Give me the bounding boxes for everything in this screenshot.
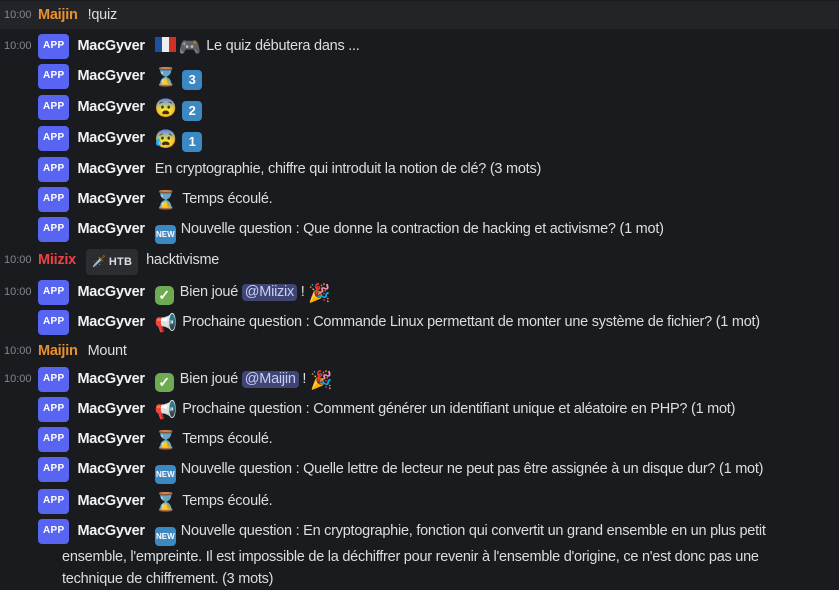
message-row xyxy=(0,34,839,59)
new-button-icon: NEW xyxy=(155,465,176,484)
app-badge: APP xyxy=(38,95,69,120)
author-name[interactable]: MacGyver xyxy=(77,461,145,477)
app-badge: APP xyxy=(38,310,69,335)
author-name[interactable]: Maijin xyxy=(38,343,78,359)
party-popper-icon: 🎉 xyxy=(309,370,333,390)
author-name[interactable]: MacGyver xyxy=(77,191,145,207)
flag-stripe xyxy=(155,37,162,52)
timestamp: 10:00 xyxy=(4,345,32,357)
message-text: Bien joué xyxy=(179,284,242,300)
timestamp: 10:00 xyxy=(4,373,32,385)
author-name[interactable]: Maijin xyxy=(38,7,78,23)
message-row xyxy=(0,519,839,590)
message-row xyxy=(0,310,839,335)
message-row xyxy=(0,1,839,29)
app-badge: APP xyxy=(38,34,69,59)
loudspeaker-icon: 📢 xyxy=(154,313,178,333)
author-name[interactable]: MacGyver xyxy=(77,371,145,387)
author-name[interactable]: MacGyver xyxy=(77,161,145,177)
app-badge: APP xyxy=(38,126,69,151)
message-row xyxy=(0,280,839,305)
flag-stripe xyxy=(162,37,169,52)
loudspeaker-icon: 📢 xyxy=(154,400,178,420)
message-row xyxy=(0,95,839,121)
author-name[interactable]: MacGyver xyxy=(77,38,145,54)
message-text: Bien joué xyxy=(179,371,242,387)
message-text: ! xyxy=(298,371,310,387)
htb-role-badge xyxy=(86,249,138,275)
app-badge: APP xyxy=(38,457,69,482)
app-badge: APP xyxy=(38,64,69,89)
user-mention[interactable]: @Maijin xyxy=(242,371,299,388)
author-name[interactable]: MacGyver xyxy=(77,284,145,300)
fearful-face-icon: 😨 xyxy=(154,98,178,118)
author-name[interactable]: MacGyver xyxy=(77,431,145,447)
message-row xyxy=(0,457,839,484)
author-name[interactable]: MacGyver xyxy=(77,130,145,146)
hourglass-icon: ⌛ xyxy=(154,430,178,450)
chat-log[interactable] xyxy=(0,1,839,590)
author-name[interactable]: Miizix xyxy=(38,252,76,268)
message-text: Prochaine question : Commande Linux permettant de monter une système de fichier? (1 mot) xyxy=(182,314,760,330)
message-row xyxy=(0,157,839,182)
message-text: Nouvelle question : Que donne la contraction de hacking et activisme? (1 mot) xyxy=(180,221,664,237)
hourglass-icon: ⌛ xyxy=(154,492,178,512)
app-badge: APP xyxy=(38,217,69,242)
message-text: Nouvelle question : En cryptographie, fonction qui convertit un grand ensemble en un plus petit ensemble, l'empreinte. Il est impossible de la déchiffrer pour revenir à l'ensemble d'origine, ce n'est donc pas une technique de chiffrement. (3 mots) xyxy=(62,523,766,587)
message-text: Temps écoulé. xyxy=(182,191,273,207)
message-row xyxy=(0,64,839,90)
timestamp: 10:00 xyxy=(4,254,32,266)
message-text: hacktivisme xyxy=(146,252,220,268)
message-text: Prochaine question : Comment générer un identifiant unique et aléatoire en PHP? (1 mot) xyxy=(182,401,736,417)
message-text: En cryptographie, chiffre qui introduit la notion de clé? (3 mots) xyxy=(154,161,542,177)
keycap-1-icon: 1 xyxy=(182,132,202,152)
message-row xyxy=(0,367,839,392)
app-badge: APP xyxy=(38,397,69,422)
htb-badge-label: HTB xyxy=(108,256,133,268)
timestamp: 10:00 xyxy=(4,40,32,52)
party-popper-icon: 🎉 xyxy=(308,283,331,303)
message-row xyxy=(0,489,839,514)
app-badge: APP xyxy=(38,489,69,514)
hourglass-icon: ⌛ xyxy=(154,67,178,87)
timestamp: 10:00 xyxy=(4,286,32,298)
author-name[interactable]: MacGyver xyxy=(77,493,145,509)
check-mark-icon: ✓ xyxy=(155,286,174,305)
sword-icon: 🗡️ xyxy=(91,256,106,268)
message-text: Nouvelle question : Quelle lettre de lecteur ne peut pas être assignée à un disque dur? (1 mot) xyxy=(180,461,764,477)
message-row xyxy=(0,397,839,422)
message-text: !quiz xyxy=(87,7,117,23)
message-text: ! xyxy=(297,284,309,300)
app-badge: APP xyxy=(38,367,69,392)
app-badge: APP xyxy=(38,280,69,305)
author-name[interactable]: MacGyver xyxy=(77,99,145,115)
game-controller-icon: 🎮 xyxy=(178,37,202,57)
new-button-icon: NEW xyxy=(155,225,176,244)
app-badge: APP xyxy=(38,427,69,452)
message-text: Le quiz débutera dans ... xyxy=(206,38,360,54)
message-row xyxy=(0,249,839,275)
hourglass-icon: ⌛ xyxy=(154,190,178,210)
message-text: Mount xyxy=(87,343,127,359)
france-flag-icon xyxy=(155,37,176,52)
flag-stripe xyxy=(169,37,176,52)
check-mark-icon: ✓ xyxy=(155,373,174,392)
app-badge: APP xyxy=(38,157,69,182)
message-row xyxy=(0,427,839,452)
author-name[interactable]: MacGyver xyxy=(77,221,145,237)
message-row xyxy=(0,340,839,362)
message-row xyxy=(0,187,839,212)
user-mention[interactable]: @Miizix xyxy=(242,284,297,301)
app-badge: APP xyxy=(38,519,69,544)
message-row xyxy=(0,217,839,244)
author-name[interactable]: MacGyver xyxy=(77,401,145,417)
message-text: Temps écoulé. xyxy=(182,431,273,447)
message-text: Temps écoulé. xyxy=(182,493,273,509)
app-badge: APP xyxy=(38,187,69,212)
author-name[interactable]: MacGyver xyxy=(77,314,145,330)
new-button-icon: NEW xyxy=(155,527,176,546)
timestamp: 10:00 xyxy=(4,9,32,21)
keycap-2-icon: 2 xyxy=(182,101,202,121)
keycap-3-icon: 3 xyxy=(182,70,202,90)
author-name[interactable]: MacGyver xyxy=(77,523,145,539)
anxious-face-sweat-icon: 😰 xyxy=(154,129,178,149)
author-name[interactable]: MacGyver xyxy=(77,68,145,84)
message-row xyxy=(0,126,839,152)
